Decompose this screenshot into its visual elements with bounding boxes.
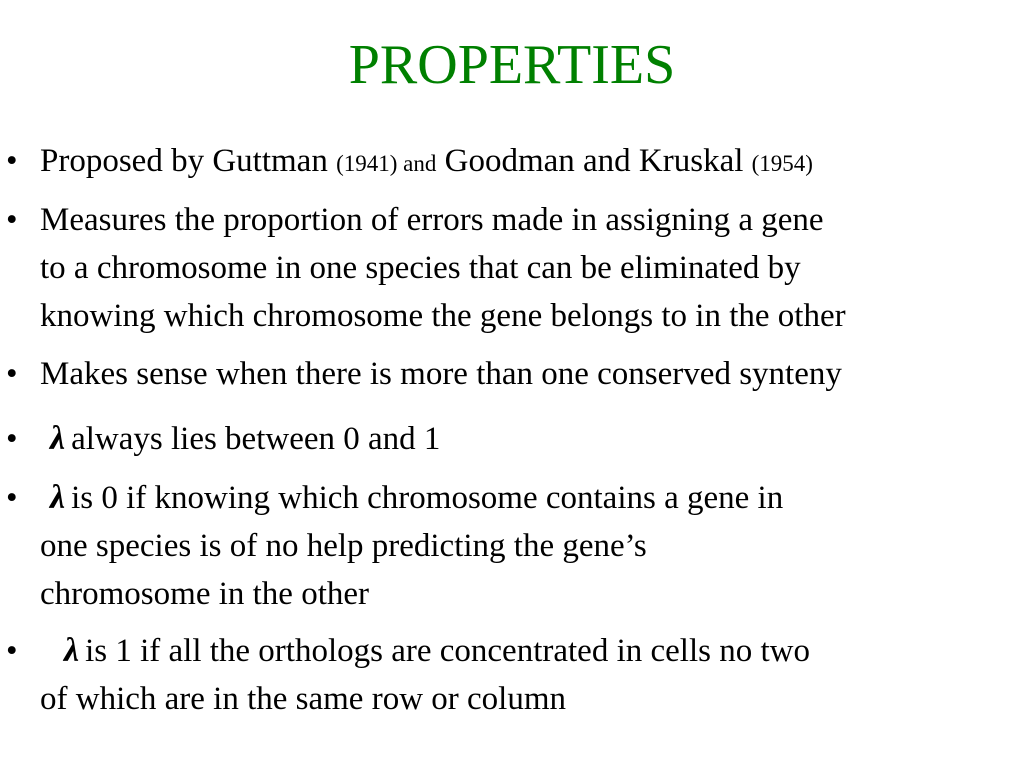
bullet-dot: • (6, 480, 18, 516)
bullet-dot: • (6, 202, 18, 238)
bullet-line: to a chromosome in one species that can be eliminated by (40, 250, 801, 286)
bullet-line: Makes sense when there is more than one conserved synteny (40, 356, 842, 392)
lambda-symbol: λ (50, 479, 66, 516)
bullet-text-part-small: (1941) and (336, 151, 437, 176)
bullet-line: one species is of no help predicting the gene’s (40, 528, 647, 564)
bullet-text (40, 415, 1020, 463)
bullet-dot: • (6, 143, 18, 179)
bullet-line: Measures the proportion of errors made in assigning a gene (40, 202, 824, 238)
bullet-text-part: Goodman and Kruskal (436, 143, 752, 179)
bullet-dot: • (6, 421, 18, 457)
bullet-line: is 1 if all the orthologs are concentrated in cells no two (85, 633, 810, 669)
bullet-text (40, 137, 1020, 188)
bullet-line: chromosome in the other (40, 576, 370, 612)
bullet-dot: • (6, 633, 18, 669)
bullet-line: knowing which chromosome the gene belongs to in the other (40, 298, 846, 334)
bullet-dot: • (6, 356, 18, 392)
lambda-symbol: λ (50, 420, 66, 457)
lambda-symbol: λ (64, 632, 80, 669)
bullet-text-part: Proposed by Guttman (40, 143, 337, 179)
slide-title: PROPERTIES (348, 34, 676, 96)
bullet-text (40, 196, 1020, 340)
bullet-line: always lies between 0 and 1 (71, 421, 441, 457)
bullet-text (40, 627, 1020, 723)
bullet-text (40, 474, 1020, 618)
bullet-text (40, 350, 1020, 398)
bullet-text-part-small: (1954) (751, 151, 813, 176)
bullet-line: is 0 if knowing which chromosome contains a gene in (71, 480, 784, 516)
bullet-line: of which are in the same row or column (40, 681, 567, 717)
